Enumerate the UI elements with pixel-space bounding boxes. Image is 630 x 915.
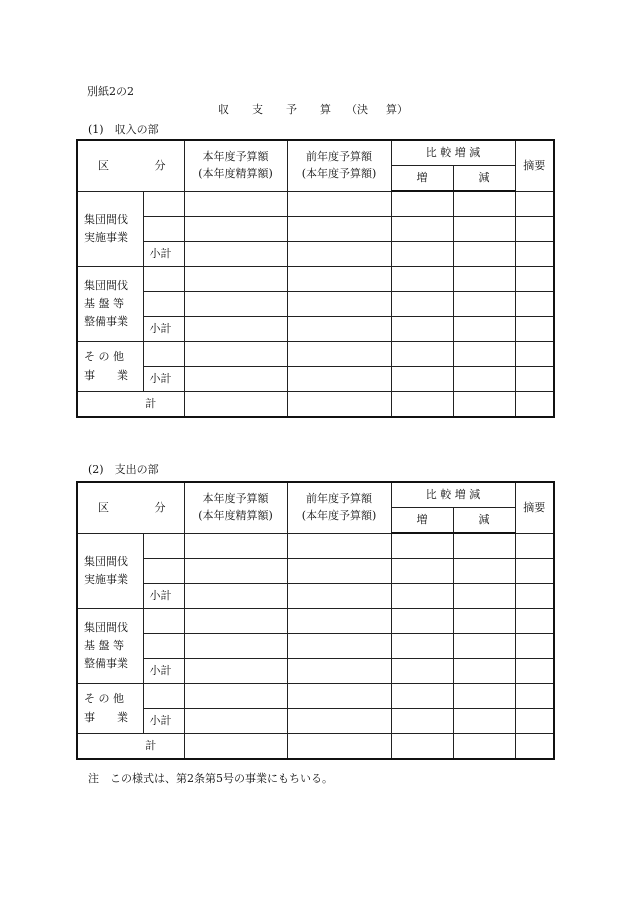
page-title <box>218 104 408 115</box>
table-row <box>77 217 554 242</box>
subtotal-label: 小計 <box>143 709 184 734</box>
subtotal-label: 小計 <box>143 659 184 684</box>
header-ku: 区 <box>98 158 109 172</box>
category-cell <box>77 609 143 684</box>
header-prev-year-line1: 前年度予算額 <box>306 492 372 506</box>
header-current-year-line1: 本年度予算額 <box>202 150 269 164</box>
category-label: 実施事業 <box>84 572 128 586</box>
category-label: 基 盤 等 <box>84 296 124 310</box>
table-row <box>77 267 554 292</box>
expense-table <box>76 481 555 760</box>
header-prev-year-line2: (本年度予算額) <box>301 508 377 522</box>
total-label: 計 <box>77 734 184 760</box>
header-decrease: 減 <box>453 508 515 534</box>
footnote: 注 この様式は、第2条第5号の事業にもちいる。 <box>88 772 333 785</box>
category-cell <box>77 533 143 609</box>
category-cell <box>77 191 143 267</box>
category-cell <box>77 342 143 392</box>
table-row <box>77 292 554 317</box>
category-label: 集団間伐 <box>84 554 128 568</box>
header-remarks: 摘要 <box>515 140 554 191</box>
title-char-1: 収 <box>218 103 229 116</box>
subtotal-label: 小計 <box>143 367 184 392</box>
category-cell <box>77 684 143 734</box>
title-char-6: 算） <box>386 103 408 116</box>
category-label: そ の 他 <box>84 350 124 364</box>
title-char-5: （決 <box>346 103 368 116</box>
table-row-total <box>77 392 554 418</box>
title-char-2: 支 <box>252 103 263 116</box>
header-current-year <box>184 482 287 533</box>
table-row <box>77 317 554 342</box>
category-label: 実施事業 <box>84 230 128 244</box>
table-row <box>77 191 554 217</box>
header-kubun <box>77 482 184 533</box>
header-compare: 比 較 増 減 <box>391 140 515 166</box>
table-row <box>77 609 554 634</box>
category-label: 基 盤 等 <box>84 638 124 652</box>
category-label: 整備事業 <box>84 315 128 329</box>
subtotal-label: 小計 <box>143 242 184 267</box>
header-prev-year <box>287 140 391 191</box>
header-current-year <box>184 140 287 191</box>
header-prev-year <box>287 482 391 533</box>
table-row <box>77 709 554 734</box>
document-id: 別紙2の2 <box>87 85 134 98</box>
table-row <box>77 684 554 709</box>
header-bun: 分 <box>154 158 166 172</box>
table-row <box>77 584 554 609</box>
header-increase: 増 <box>391 166 453 192</box>
category-cell <box>77 267 143 342</box>
header-compare: 比 較 増 減 <box>391 482 515 508</box>
income-table <box>76 139 555 418</box>
table-row <box>77 533 554 559</box>
category-label: 事 業 <box>84 710 128 724</box>
section-title-income: (1) 収入の部 <box>88 123 159 136</box>
header-current-year-line2: (本年度精算額) <box>198 508 273 522</box>
header-bun: 分 <box>154 500 166 514</box>
table-row <box>77 342 554 367</box>
table-row-total <box>77 734 554 760</box>
header-prev-year-line1: 前年度予算額 <box>306 150 372 164</box>
category-label: 整備事業 <box>84 657 128 671</box>
title-char-3: 予 <box>286 103 297 116</box>
header-prev-year-line2: (本年度予算額) <box>301 166 377 180</box>
table-row <box>77 659 554 684</box>
category-label: 事 業 <box>84 368 128 382</box>
subtotal-label: 小計 <box>143 584 184 609</box>
table-row <box>77 242 554 267</box>
header-increase: 増 <box>391 508 453 534</box>
header-remarks: 摘要 <box>515 482 554 533</box>
header-kubun <box>77 140 184 191</box>
header-current-year-line2: (本年度精算額) <box>198 166 273 180</box>
category-label: 集団間伐 <box>84 212 128 226</box>
category-label: 集団間伐 <box>84 278 128 292</box>
category-label: 集団間伐 <box>84 620 128 634</box>
table-row <box>77 634 554 659</box>
header-current-year-line1: 本年度予算額 <box>202 492 269 506</box>
table-row <box>77 367 554 392</box>
subtotal-label: 小計 <box>143 317 184 342</box>
title-char-4: 算 <box>320 103 331 116</box>
header-ku: 区 <box>98 500 109 514</box>
category-label: そ の 他 <box>84 692 124 706</box>
table-row <box>77 559 554 584</box>
header-decrease: 減 <box>453 166 515 192</box>
section-title-expense: (2) 支出の部 <box>88 463 159 476</box>
total-label: 計 <box>77 392 184 418</box>
